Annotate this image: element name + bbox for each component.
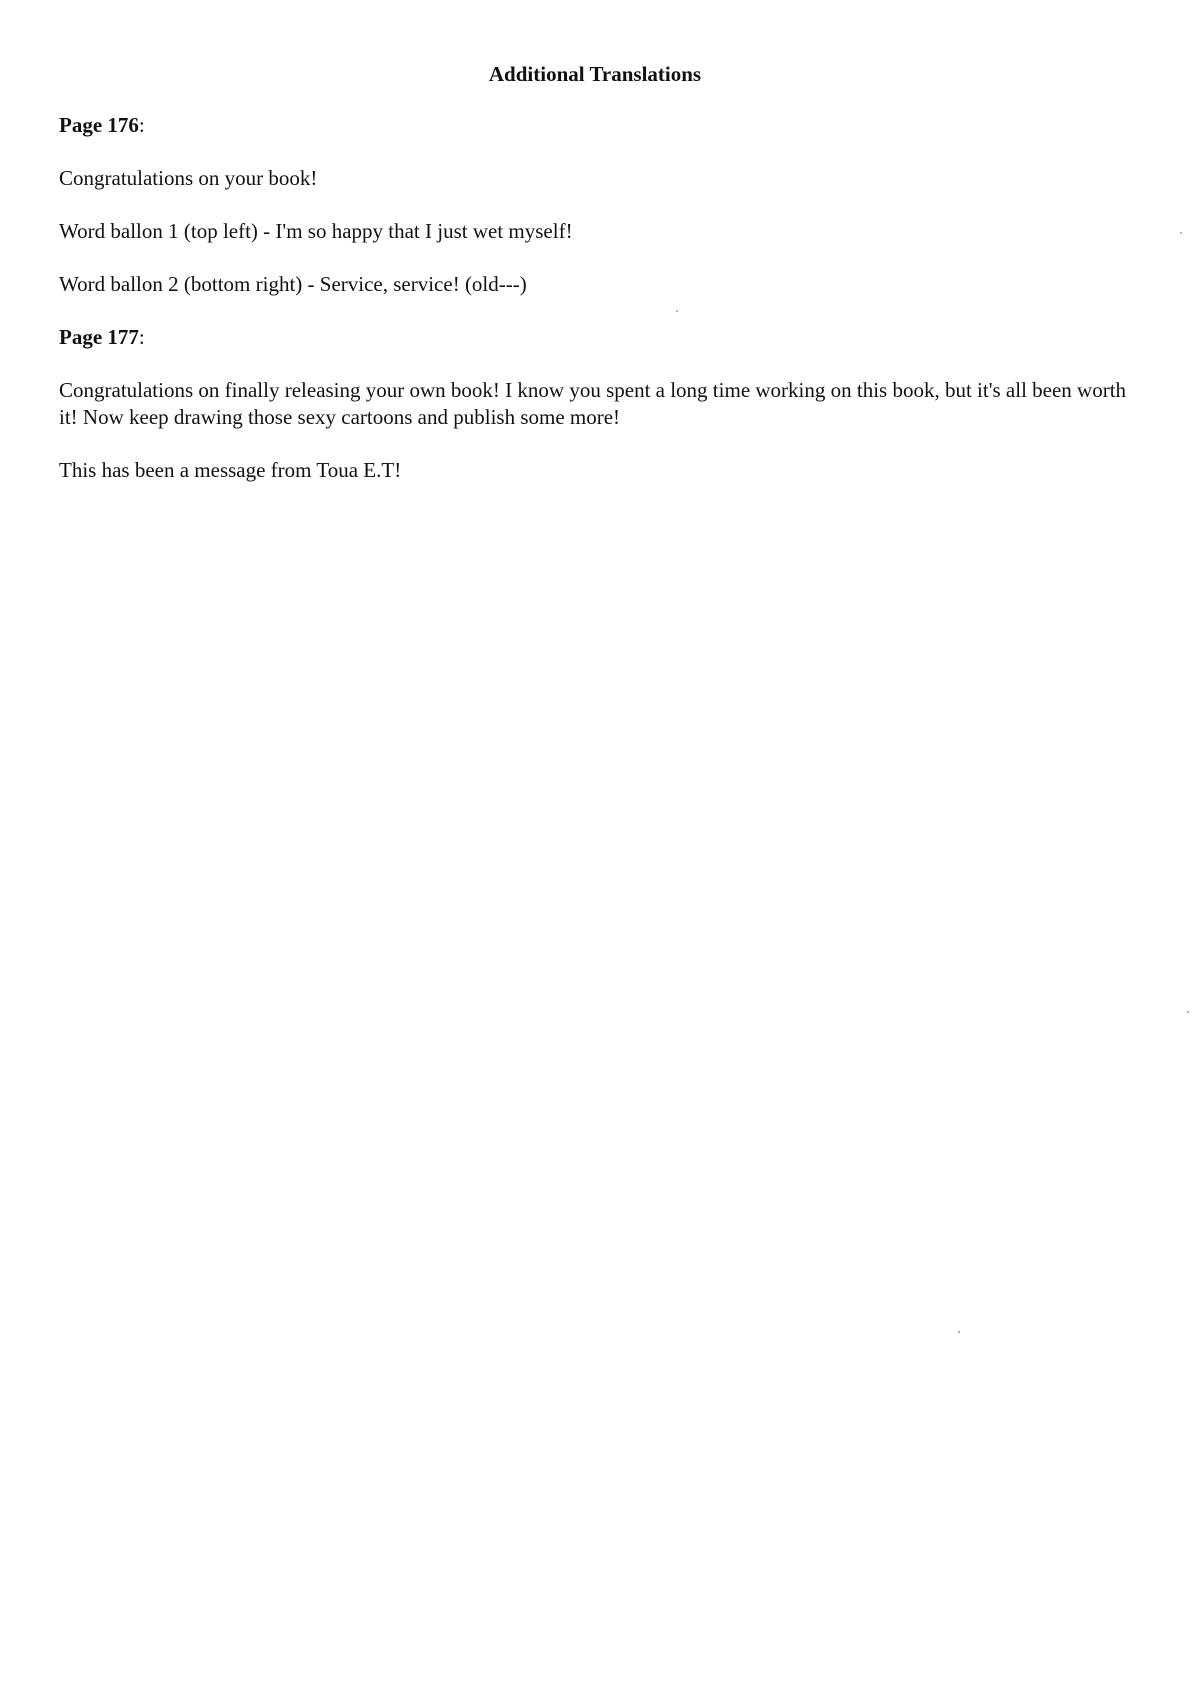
- document-title: Additional Translations: [488, 62, 702, 86]
- section-heading-page-177: [59, 324, 1139, 351]
- document-body: [59, 112, 1139, 510]
- paragraph: This has been a message from Toua E.T!: [59, 458, 402, 482]
- section-heading-suffix: :: [138, 113, 145, 137]
- scan-speck: [1180, 232, 1182, 234]
- section-heading-label: Page 177: [59, 325, 139, 349]
- section-heading-page-176: [59, 112, 1139, 139]
- scan-speck: [1187, 1011, 1189, 1013]
- section-heading-label: Page 176: [59, 113, 139, 137]
- scan-speck: [676, 310, 678, 312]
- paragraph: Congratulations on your book!: [59, 166, 318, 190]
- section-heading-suffix: :: [138, 325, 145, 349]
- scan-speck: [958, 1331, 960, 1333]
- paragraph: Word ballon 1 (top left) - I'm so happy that I just wet myself!: [59, 219, 573, 243]
- paragraph: Congratulations on finally releasing your own book! I know you spent a long time working on this book, but it's all been worth it! Now keep drawing those sexy cartoons and publish some more!: [59, 378, 1127, 429]
- paragraph: Word ballon 2 (bottom right) - Service, service! (old---): [59, 272, 527, 296]
